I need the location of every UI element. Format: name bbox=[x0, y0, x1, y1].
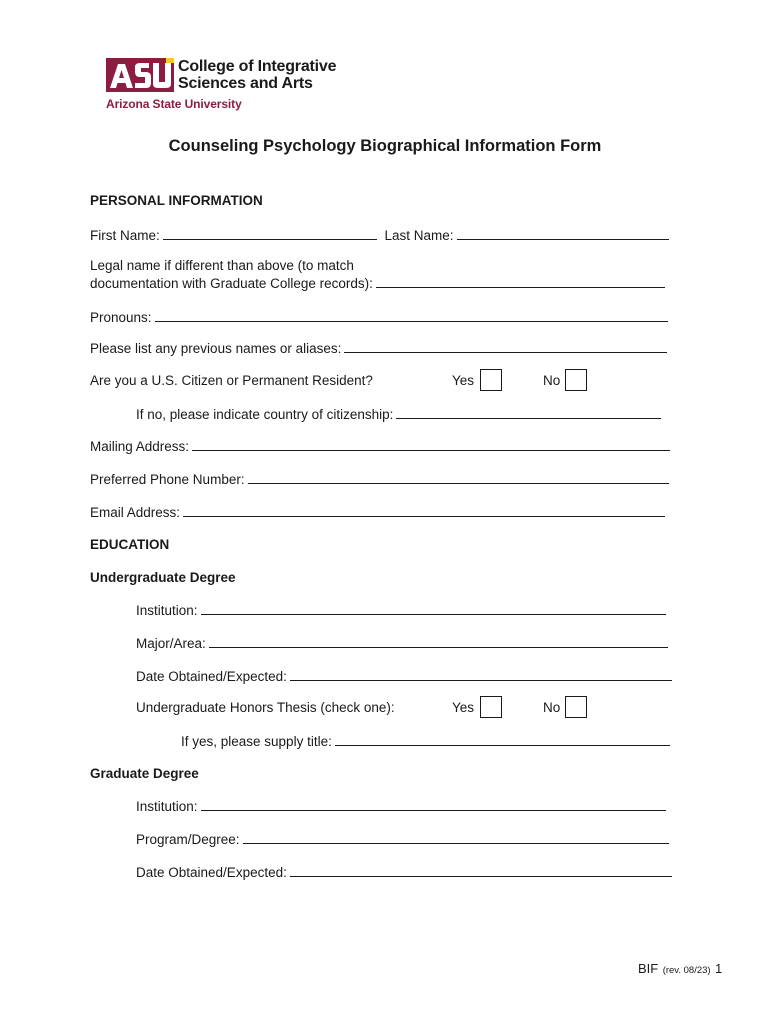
legal-name-line-1: Legal name if different than above (to match bbox=[90, 258, 354, 273]
footer-form-code: BIF bbox=[638, 961, 659, 976]
citizen-no-label: No bbox=[543, 373, 561, 388]
legal-name-field[interactable] bbox=[376, 275, 665, 288]
undergrad-date-field[interactable] bbox=[290, 668, 672, 681]
citizen-question: Are you a U.S. Citizen or Permanent Resident? bbox=[90, 373, 373, 388]
first-name-label: First Name: bbox=[90, 228, 160, 243]
legal-name-label: documentation with Graduate College records): bbox=[90, 276, 373, 291]
pronouns-row bbox=[90, 309, 668, 326]
form-title: Counseling Psychology Biographical Information Form bbox=[168, 137, 602, 155]
asu-logo bbox=[106, 58, 366, 114]
pronouns-label: Pronouns: bbox=[90, 310, 152, 325]
footer bbox=[638, 960, 722, 978]
undergrad-major-field[interactable] bbox=[209, 635, 668, 648]
grad-program-row bbox=[136, 831, 669, 848]
grad-institution-label: Institution: bbox=[136, 799, 198, 814]
honors-yes-checkbox[interactable] bbox=[480, 696, 502, 718]
citizenship-country-label: If no, please indicate country of citizenship: bbox=[136, 407, 394, 422]
grad-institution-row bbox=[136, 798, 666, 815]
undergrad-date-row bbox=[136, 668, 672, 685]
grad-date-field[interactable] bbox=[290, 864, 672, 877]
college-name bbox=[178, 58, 336, 92]
grad-institution-field[interactable] bbox=[201, 798, 666, 811]
footer-revision: (rev. 08/23) bbox=[662, 965, 711, 976]
personal-info-heading: PERSONAL INFORMATION bbox=[90, 193, 263, 208]
citizen-no-checkbox[interactable] bbox=[565, 369, 587, 391]
asu-mark-logo bbox=[106, 58, 174, 92]
citizenship-country-field[interactable] bbox=[396, 406, 661, 419]
undergrad-institution-label: Institution: bbox=[136, 603, 198, 618]
university-name: Arizona State University bbox=[106, 97, 242, 111]
mailing-address-row bbox=[90, 438, 670, 455]
grad-program-field[interactable] bbox=[243, 831, 669, 844]
email-row bbox=[90, 504, 665, 521]
honors-no-checkbox[interactable] bbox=[565, 696, 587, 718]
thesis-title-field[interactable] bbox=[335, 733, 670, 746]
honors-thesis-question: Undergraduate Honors Thesis (check one): bbox=[136, 700, 395, 715]
citizen-yes-label: Yes bbox=[452, 373, 475, 388]
mailing-address-field[interactable] bbox=[192, 438, 670, 451]
honors-no-label: No bbox=[543, 700, 561, 715]
last-name-field[interactable] bbox=[457, 227, 669, 240]
grad-heading: Graduate Degree bbox=[90, 766, 199, 781]
phone-field[interactable] bbox=[248, 471, 669, 484]
phone-label: Preferred Phone Number: bbox=[90, 472, 245, 487]
education-heading: EDUCATION bbox=[90, 537, 170, 552]
grad-date-row bbox=[136, 864, 672, 881]
previous-names-row bbox=[90, 340, 667, 357]
last-name-label: Last Name: bbox=[384, 228, 454, 243]
undergrad-major-row bbox=[136, 635, 668, 652]
undergrad-heading: Undergraduate Degree bbox=[90, 570, 236, 585]
mailing-address-label: Mailing Address: bbox=[90, 439, 190, 454]
undergrad-date-label: Date Obtained/Expected: bbox=[136, 669, 287, 684]
page-number: 1 bbox=[715, 961, 723, 976]
thesis-title-row bbox=[181, 733, 670, 750]
thesis-title-label: If yes, please supply title: bbox=[181, 734, 332, 749]
college-line-2: Sciences and Arts bbox=[178, 75, 313, 92]
college-line-1: College of Integrative bbox=[178, 58, 337, 75]
grad-program-label: Program/Degree: bbox=[136, 832, 240, 847]
pronouns-field[interactable] bbox=[155, 309, 668, 322]
citizenship-country-row bbox=[136, 406, 661, 423]
first-name-row bbox=[90, 227, 669, 244]
citizen-yes-checkbox[interactable] bbox=[480, 369, 502, 391]
phone-row bbox=[90, 471, 669, 488]
honors-yes-label: Yes bbox=[452, 700, 475, 715]
previous-names-label: Please list any previous names or aliases: bbox=[90, 341, 342, 356]
undergrad-major-label: Major/Area: bbox=[136, 636, 206, 651]
undergrad-institution-row bbox=[136, 602, 666, 619]
email-label: Email Address: bbox=[90, 505, 181, 520]
previous-names-field[interactable] bbox=[344, 340, 667, 353]
undergrad-institution-field[interactable] bbox=[201, 602, 666, 615]
email-field[interactable] bbox=[183, 504, 665, 517]
first-name-field[interactable] bbox=[163, 227, 377, 240]
legal-name-row bbox=[90, 275, 665, 292]
grad-date-label: Date Obtained/Expected: bbox=[136, 865, 287, 880]
